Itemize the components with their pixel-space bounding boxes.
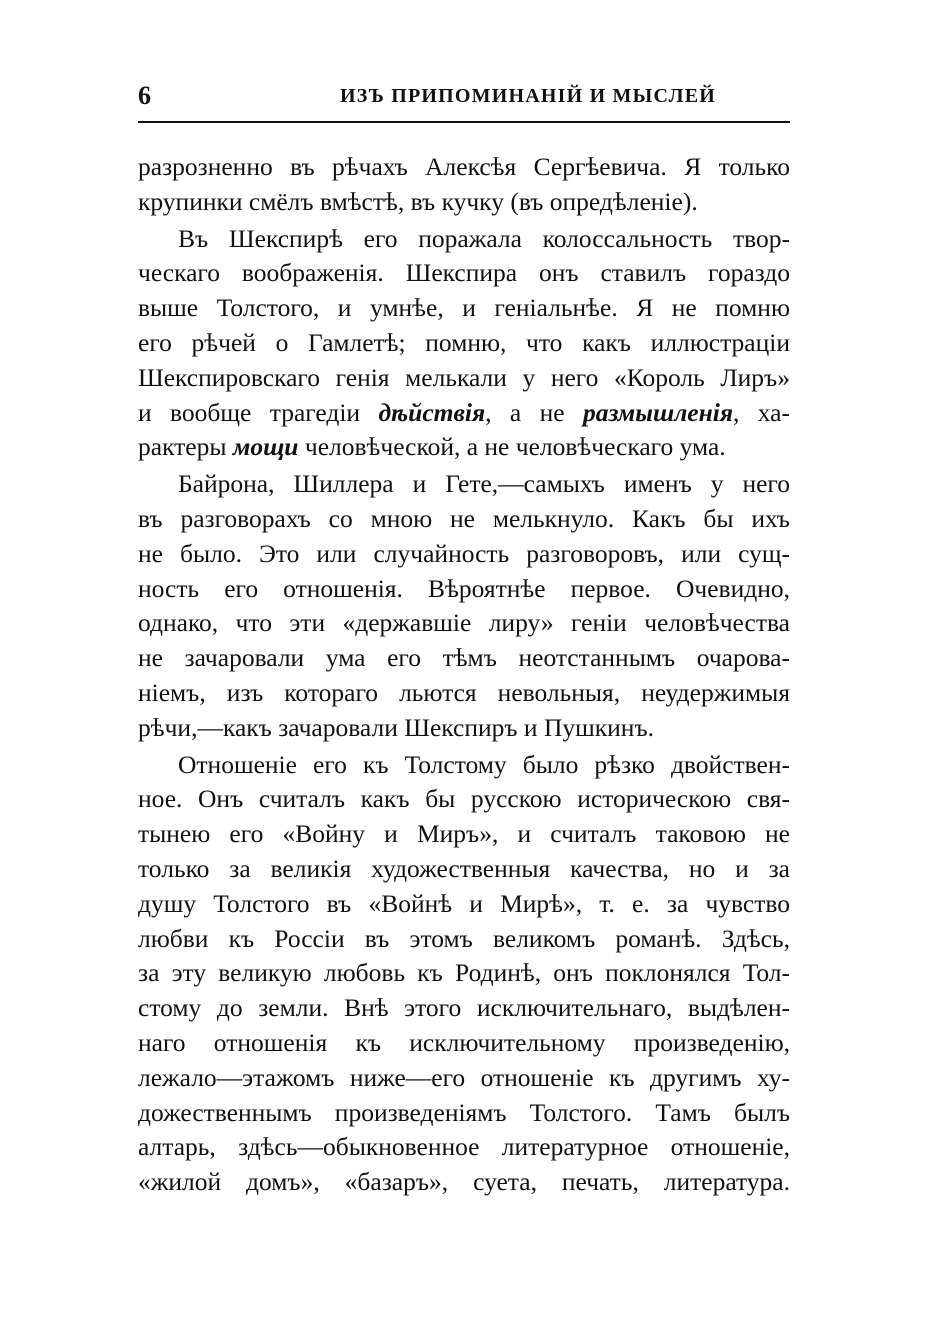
text-segment: человѣческой, а не человѣческаго ума. bbox=[298, 432, 726, 462]
text-line: его рѣчей о Гамлетѣ; помню, что какъ иллюстраціи bbox=[138, 327, 790, 357]
text-line: выше Толстого, и умнѣе, и геніальнѣе. Я не помню bbox=[138, 293, 790, 323]
page-header bbox=[138, 78, 790, 114]
paragraph-start-line: Отношеніе его къ Толстому было рѣзко двойствен- bbox=[178, 749, 790, 779]
text-line: Шекспировскаго генія мелькали у него «Король Лиръ» bbox=[138, 362, 790, 392]
text-line: за эту великую любовь къ Родинѣ, онъ поклонялся Тол- bbox=[138, 958, 790, 988]
text-line: однако, что эти «державшіе лиру» геніи человѣчества bbox=[138, 608, 790, 638]
text-line: душу Толстого въ «Войнѣ и Мирѣ», т. е. за чувство bbox=[138, 888, 790, 918]
body-text bbox=[138, 150, 790, 1200]
page-number: 6 bbox=[138, 81, 151, 110]
text-line: наго отношенія къ исключительному произведенію, bbox=[138, 1027, 790, 1057]
text-line bbox=[138, 430, 790, 465]
text-segment: и вообще трагедіи bbox=[138, 397, 379, 427]
italic-term: дѣйствія bbox=[378, 397, 486, 427]
text-line: стому до земли. Внѣ этого исключительнаго, выдѣлен- bbox=[138, 993, 790, 1023]
text-line: только за великія художественныя качества, но и за bbox=[138, 853, 790, 883]
text-line: ніемъ, изъ котораго льются невольныя, неудержимыя bbox=[138, 677, 790, 707]
text-line: тынею его «Войну и Миръ», и считалъ таковою не bbox=[138, 819, 790, 849]
text-line: алтарь, здѣсь—обыкновенное литературное отношеніе, bbox=[138, 1132, 790, 1162]
text-segment: , а не bbox=[485, 397, 583, 427]
header-rule bbox=[138, 121, 790, 123]
text-line: рѣчи,—какъ зачаровали Шекспиръ и Пушкинъ. bbox=[138, 712, 655, 742]
text-line: ческаго воображенія. Шекспира онъ ставилъ гораздо bbox=[138, 258, 790, 288]
paragraph-start-line: Въ Шекспирѣ его поражала колоссальность твор- bbox=[178, 223, 790, 253]
text-line: любви къ Россіи въ этомъ великомъ романѣ. Здѣсь, bbox=[138, 923, 790, 953]
text-line: ное. Онъ считалъ какъ бы русскою историческою свя- bbox=[138, 784, 790, 814]
text-line: въ разговорахъ со мною не мелькнуло. Какъ бы ихъ bbox=[138, 503, 790, 533]
text-segment: , ха- bbox=[732, 397, 790, 427]
italic-term: размышленія bbox=[582, 397, 733, 427]
italic-term: мощи bbox=[232, 432, 299, 462]
text-line: дожественнымъ произведеніямъ Толстого. Тамъ былъ bbox=[138, 1097, 790, 1127]
text-segment: рактеры bbox=[138, 432, 233, 462]
text-line: крупинки смёлъ вмѣстѣ, въ кучку (въ опредѣленіе). bbox=[138, 186, 698, 216]
text-line: «жилой домъ», «базаръ», суета, печать, литература. bbox=[138, 1167, 790, 1197]
text-line: разрозненно въ рѣчахъ Алексѣя Сергѣевича. Я только bbox=[138, 152, 790, 181]
text-line: не зачаровали ума его тѣмъ неотстаннымъ очарова- bbox=[138, 643, 790, 673]
paragraph-start-line: Байрона, Шиллера и Гете,—самыхъ именъ у него bbox=[178, 469, 790, 499]
text-line: лежало—этажомъ ниже—его отношеніе къ другимъ ху- bbox=[138, 1062, 790, 1092]
running-title: ИЗЪ ПРИПОМИНАНІЙ И МЫСЛЕЙ bbox=[339, 85, 716, 107]
text-line bbox=[138, 396, 790, 431]
text-line: ность его отношенія. Вѣроятнѣе первое. Очевидно, bbox=[138, 573, 790, 603]
text-line: не было. Это или случайность разговоровъ, или сущ- bbox=[138, 538, 790, 568]
